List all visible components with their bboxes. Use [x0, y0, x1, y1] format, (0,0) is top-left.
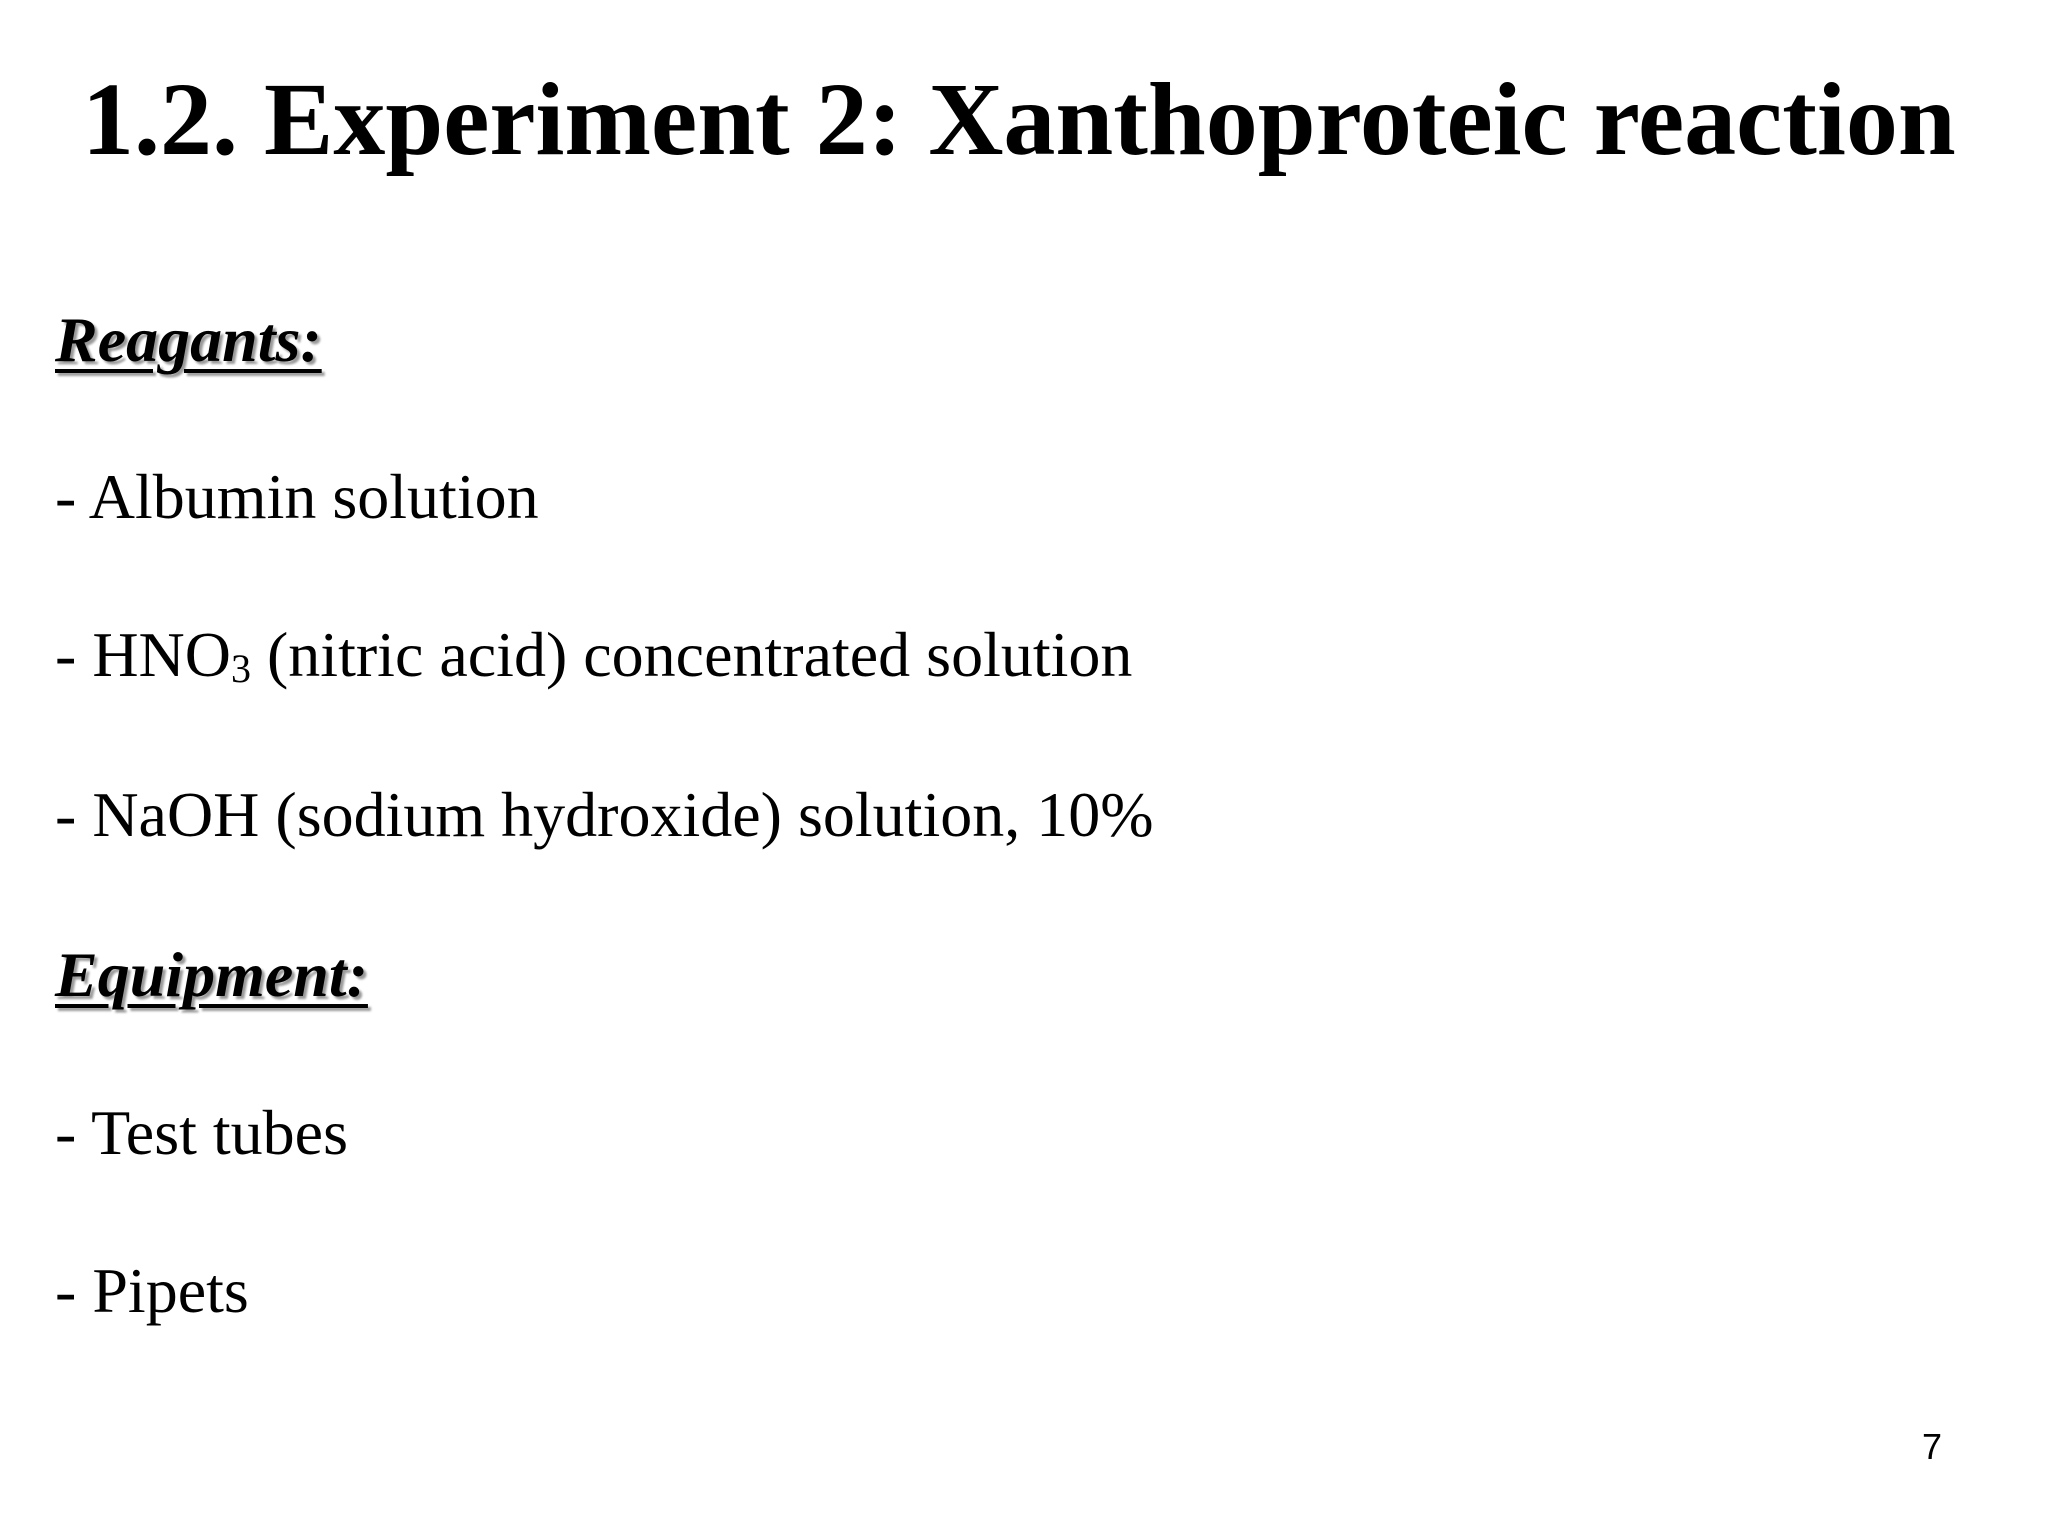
- equipment-item-test-tubes: - Test tubes: [55, 1097, 348, 1168]
- reagent-formula-prefix: - HNO: [55, 619, 231, 690]
- reagents-heading: Reagants:: [55, 304, 322, 375]
- reagent-item-nitric-acid: [55, 617, 1132, 693]
- equipment-item-pipets: - Pipets: [55, 1255, 249, 1326]
- equipment-heading: Equipment:: [55, 939, 368, 1010]
- page-number: 7: [1921, 1426, 1942, 1467]
- reagent-item-albumin: - Albumin solution: [55, 461, 539, 532]
- slide-title: 1.2. Experiment 2: Xanthoproteic reaction: [82, 62, 1956, 177]
- reagent-formula-subscript: 3: [230, 646, 251, 691]
- reagent-description: (nitric acid) concentrated solution: [250, 619, 1133, 690]
- reagent-item-naoh: - NaOH (sodium hydroxide) solution, 10%: [55, 779, 1154, 850]
